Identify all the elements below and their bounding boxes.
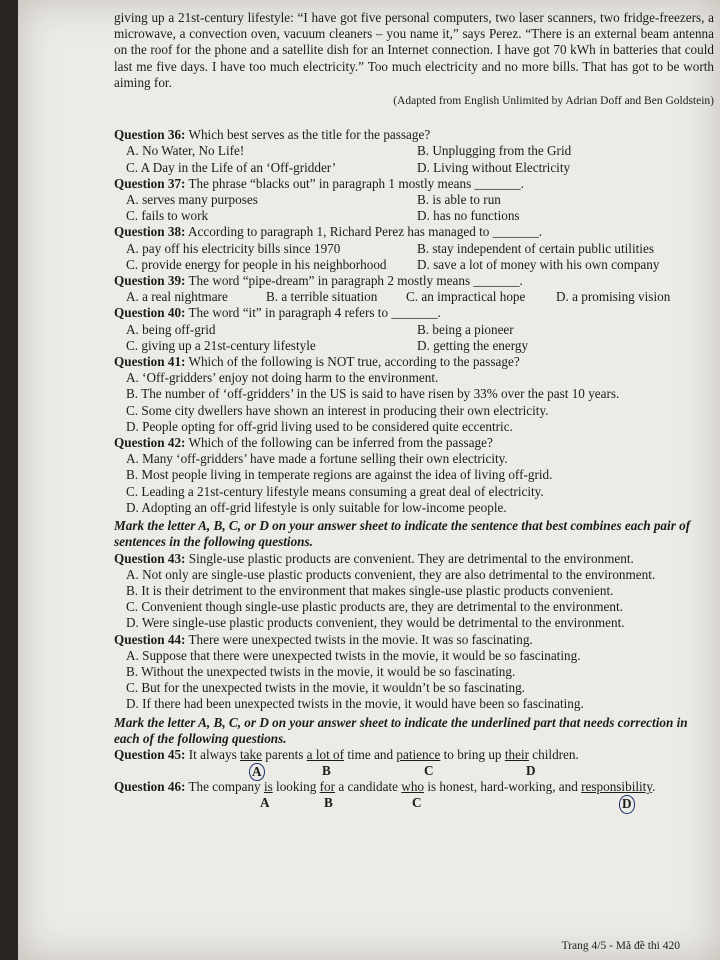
question-stem: The word “it” in paragraph 4 refers to _______. <box>188 305 441 321</box>
option-b[interactable]: B. Without the unexpected twists in the movie, it would be so fascinating. <box>126 663 516 679</box>
question-stem: Which best serves as the title for the passage? <box>188 127 431 143</box>
question-number: Question 40: <box>114 305 186 321</box>
underlined-c[interactable]: patience <box>396 746 441 762</box>
option-a[interactable]: A. being off-grid <box>126 321 216 337</box>
letter-b[interactable]: B <box>322 763 331 779</box>
page-footer: Trang 4/5 - Mã đề thi 420 <box>561 940 680 952</box>
question-stem: The word “pipe-dream” in paragraph 2 mostly means _______. <box>188 273 523 289</box>
question-stem: The phrase “blacks out” in paragraph 1 mostly means _______. <box>188 175 524 191</box>
answer-letters <box>114 763 714 779</box>
question-43 <box>114 551 714 632</box>
question-number: Question 44: <box>114 631 186 647</box>
option-c[interactable]: C. Convenient though single-use plastic products are, they are detrimental to the environment. <box>126 599 623 615</box>
question-45 <box>114 747 714 779</box>
question-46 <box>114 779 714 811</box>
question-stem: Which of the following is NOT true, according to the passage? <box>188 354 520 370</box>
question-36 <box>114 127 714 176</box>
sentence-part: parents <box>261 746 307 762</box>
instruction-combine: Mark the letter A, B, C, or D on your answer sheet to indicate the sentence that best combines each pair of sentences in the following questions. <box>114 518 691 550</box>
question-44 <box>114 632 714 713</box>
option-b[interactable]: B. Most people living in temperate regions are against the idea of living off-grid. <box>126 467 553 483</box>
sentence-part: It always <box>188 746 241 762</box>
passage <box>114 10 714 109</box>
option-b[interactable]: B. Unplugging from the Grid <box>417 143 572 159</box>
option-d[interactable]: D. Were single-use plastic products convenient, they would be detrimental to the environment. <box>126 615 625 631</box>
question-39 <box>114 273 714 305</box>
letter-d[interactable]: D <box>526 763 536 779</box>
question-number: Question 43: <box>114 550 186 566</box>
option-d[interactable]: D. Living without Electricity <box>417 159 571 175</box>
question-38 <box>114 224 714 273</box>
sentence-part: children. <box>529 746 579 762</box>
question-37 <box>114 176 714 225</box>
option-b[interactable]: B. It is their detriment to the environment that makes single-use plastic products convenient. <box>126 582 614 598</box>
passage-text: giving up a 21st-century lifestyle: “I have got five personal computers, two laser scanners, two fridge-freezers, a microwave, a convection oven, vacuum cleaners – you name it,” says Perez. “There is an external beam antenna on the roof for the phone and a satellite dish for an Internet connection. I have got 70 kWh in batteries that could last me five days. I have too much electricity.” Too much electricity and no more bills. That has got to be worth aiming for. <box>114 10 714 90</box>
exam-sheet <box>18 0 720 960</box>
option-c[interactable]: C. an impractical hope <box>406 289 526 305</box>
option-b[interactable]: B. being a pioneer <box>417 321 514 337</box>
option-a[interactable]: A. Many ‘off-gridders’ have made a fortune selling their own electricity. <box>126 451 508 467</box>
underlined-d[interactable]: responsibility <box>581 779 653 795</box>
option-d[interactable]: D. has no functions <box>417 208 520 224</box>
option-a[interactable]: A. Not only are single-use plastic products convenient, they are also detrimental to the environment. <box>126 566 656 582</box>
question-number: Question 41: <box>114 354 186 370</box>
question-stem: There were unexpected twists in the movie. It was so fascinating. <box>188 631 533 647</box>
option-c[interactable]: C. provide energy for people in his neighborhood <box>126 256 387 272</box>
question-40 <box>114 305 714 354</box>
question-number: Question 37: <box>114 175 186 191</box>
question-number: Question 46: <box>114 779 186 795</box>
option-d[interactable]: D. If there had been unexpected twists in the movie, it would have been so fascinating. <box>126 696 584 712</box>
sentence-part: . <box>652 779 656 795</box>
option-b[interactable]: B. stay independent of certain public utilities <box>417 240 654 256</box>
option-c[interactable]: C. Some city dwellers have shown an interest in producing their own electricity. <box>126 402 549 418</box>
option-b[interactable]: B. is able to run <box>417 192 501 208</box>
sentence-part: a candidate <box>335 779 402 795</box>
underlined-c[interactable]: who <box>401 779 425 795</box>
option-c[interactable]: C. But for the unexpected twists in the movie, it wouldn’t be so fascinating. <box>126 680 525 696</box>
sentence-part: time and <box>344 746 397 762</box>
exam-page <box>114 10 714 811</box>
option-c[interactable]: C. giving up a 21st-century lifestyle <box>126 337 316 353</box>
sentence-part: to bring up <box>440 746 505 762</box>
option-d[interactable]: D. save a lot of money with his own company <box>417 256 660 272</box>
question-number: Question 36: <box>114 127 186 143</box>
underlined-a[interactable]: take <box>240 746 262 762</box>
option-b[interactable]: B. a terrible situation <box>266 289 378 305</box>
letter-a[interactable]: A <box>249 763 265 781</box>
question-number: Question 38: <box>114 224 186 240</box>
option-d[interactable]: D. a promising vision <box>556 289 671 305</box>
question-number: Question 42: <box>114 435 186 451</box>
option-a[interactable]: A. No Water, No Life! <box>126 143 245 159</box>
question-42 <box>114 435 714 516</box>
answer-letters <box>114 795 714 811</box>
option-b[interactable]: B. The number of ‘off-gridders’ in the US is said to have risen by 33% over the past 10 years. <box>126 386 620 402</box>
letter-d[interactable]: D <box>619 795 635 813</box>
option-d[interactable]: D. Adopting an off-grid lifestyle is only suitable for low-income people. <box>126 499 507 515</box>
underlined-b[interactable]: for <box>319 779 336 795</box>
option-a[interactable]: A. a real nightmare <box>126 289 228 305</box>
option-c[interactable]: C. Leading a 21st-century lifestyle means consuming a great deal of electricity. <box>126 483 544 499</box>
letter-b[interactable]: B <box>324 795 333 811</box>
underlined-d[interactable]: their <box>504 746 529 762</box>
option-a[interactable]: A. pay off his electricity bills since 1970 <box>126 240 341 256</box>
question-stem: According to paragraph 1, Richard Perez has managed to _______. <box>188 224 543 240</box>
option-a[interactable]: A. serves many purposes <box>126 192 258 208</box>
sentence-part: looking <box>272 779 320 795</box>
letter-c[interactable]: C <box>412 795 422 811</box>
question-41 <box>114 354 714 435</box>
question-stem: Which of the following can be inferred from the passage? <box>188 435 493 451</box>
option-c[interactable]: C. fails to work <box>126 208 209 224</box>
question-stem: Single-use plastic products are convenient. They are detrimental to the environment. <box>188 550 634 566</box>
option-c[interactable]: C. A Day in the Life of an ‘Off-gridder’ <box>126 159 337 175</box>
letter-c[interactable]: C <box>424 763 434 779</box>
sentence-part: The company <box>188 779 264 795</box>
option-d[interactable]: D. getting the energy <box>417 337 529 353</box>
instruction-correction: Mark the letter A, B, C, or D on your answer sheet to indicate the underlined part that needs correction in each of the following questions. <box>114 714 688 746</box>
question-number: Question 45: <box>114 746 186 762</box>
underlined-b[interactable]: a lot of <box>306 746 345 762</box>
sentence-part: is honest, hard-working, and <box>424 779 582 795</box>
underlined-a[interactable]: is <box>263 779 273 795</box>
option-a[interactable]: A. Suppose that there were unexpected twists in the movie, it would be so fascinating. <box>126 647 581 663</box>
option-d[interactable]: D. People opting for off-grid living used to be considered quite eccentric. <box>126 418 513 434</box>
question-number: Question 39: <box>114 273 186 289</box>
letter-a[interactable]: A <box>260 795 270 811</box>
option-a[interactable]: A. ‘Off-gridders’ enjoy not doing harm to the environment. <box>126 370 439 386</box>
passage-source: (Adapted from English Unlimited by Adrian Doff and Ben Goldstein) <box>393 95 714 108</box>
